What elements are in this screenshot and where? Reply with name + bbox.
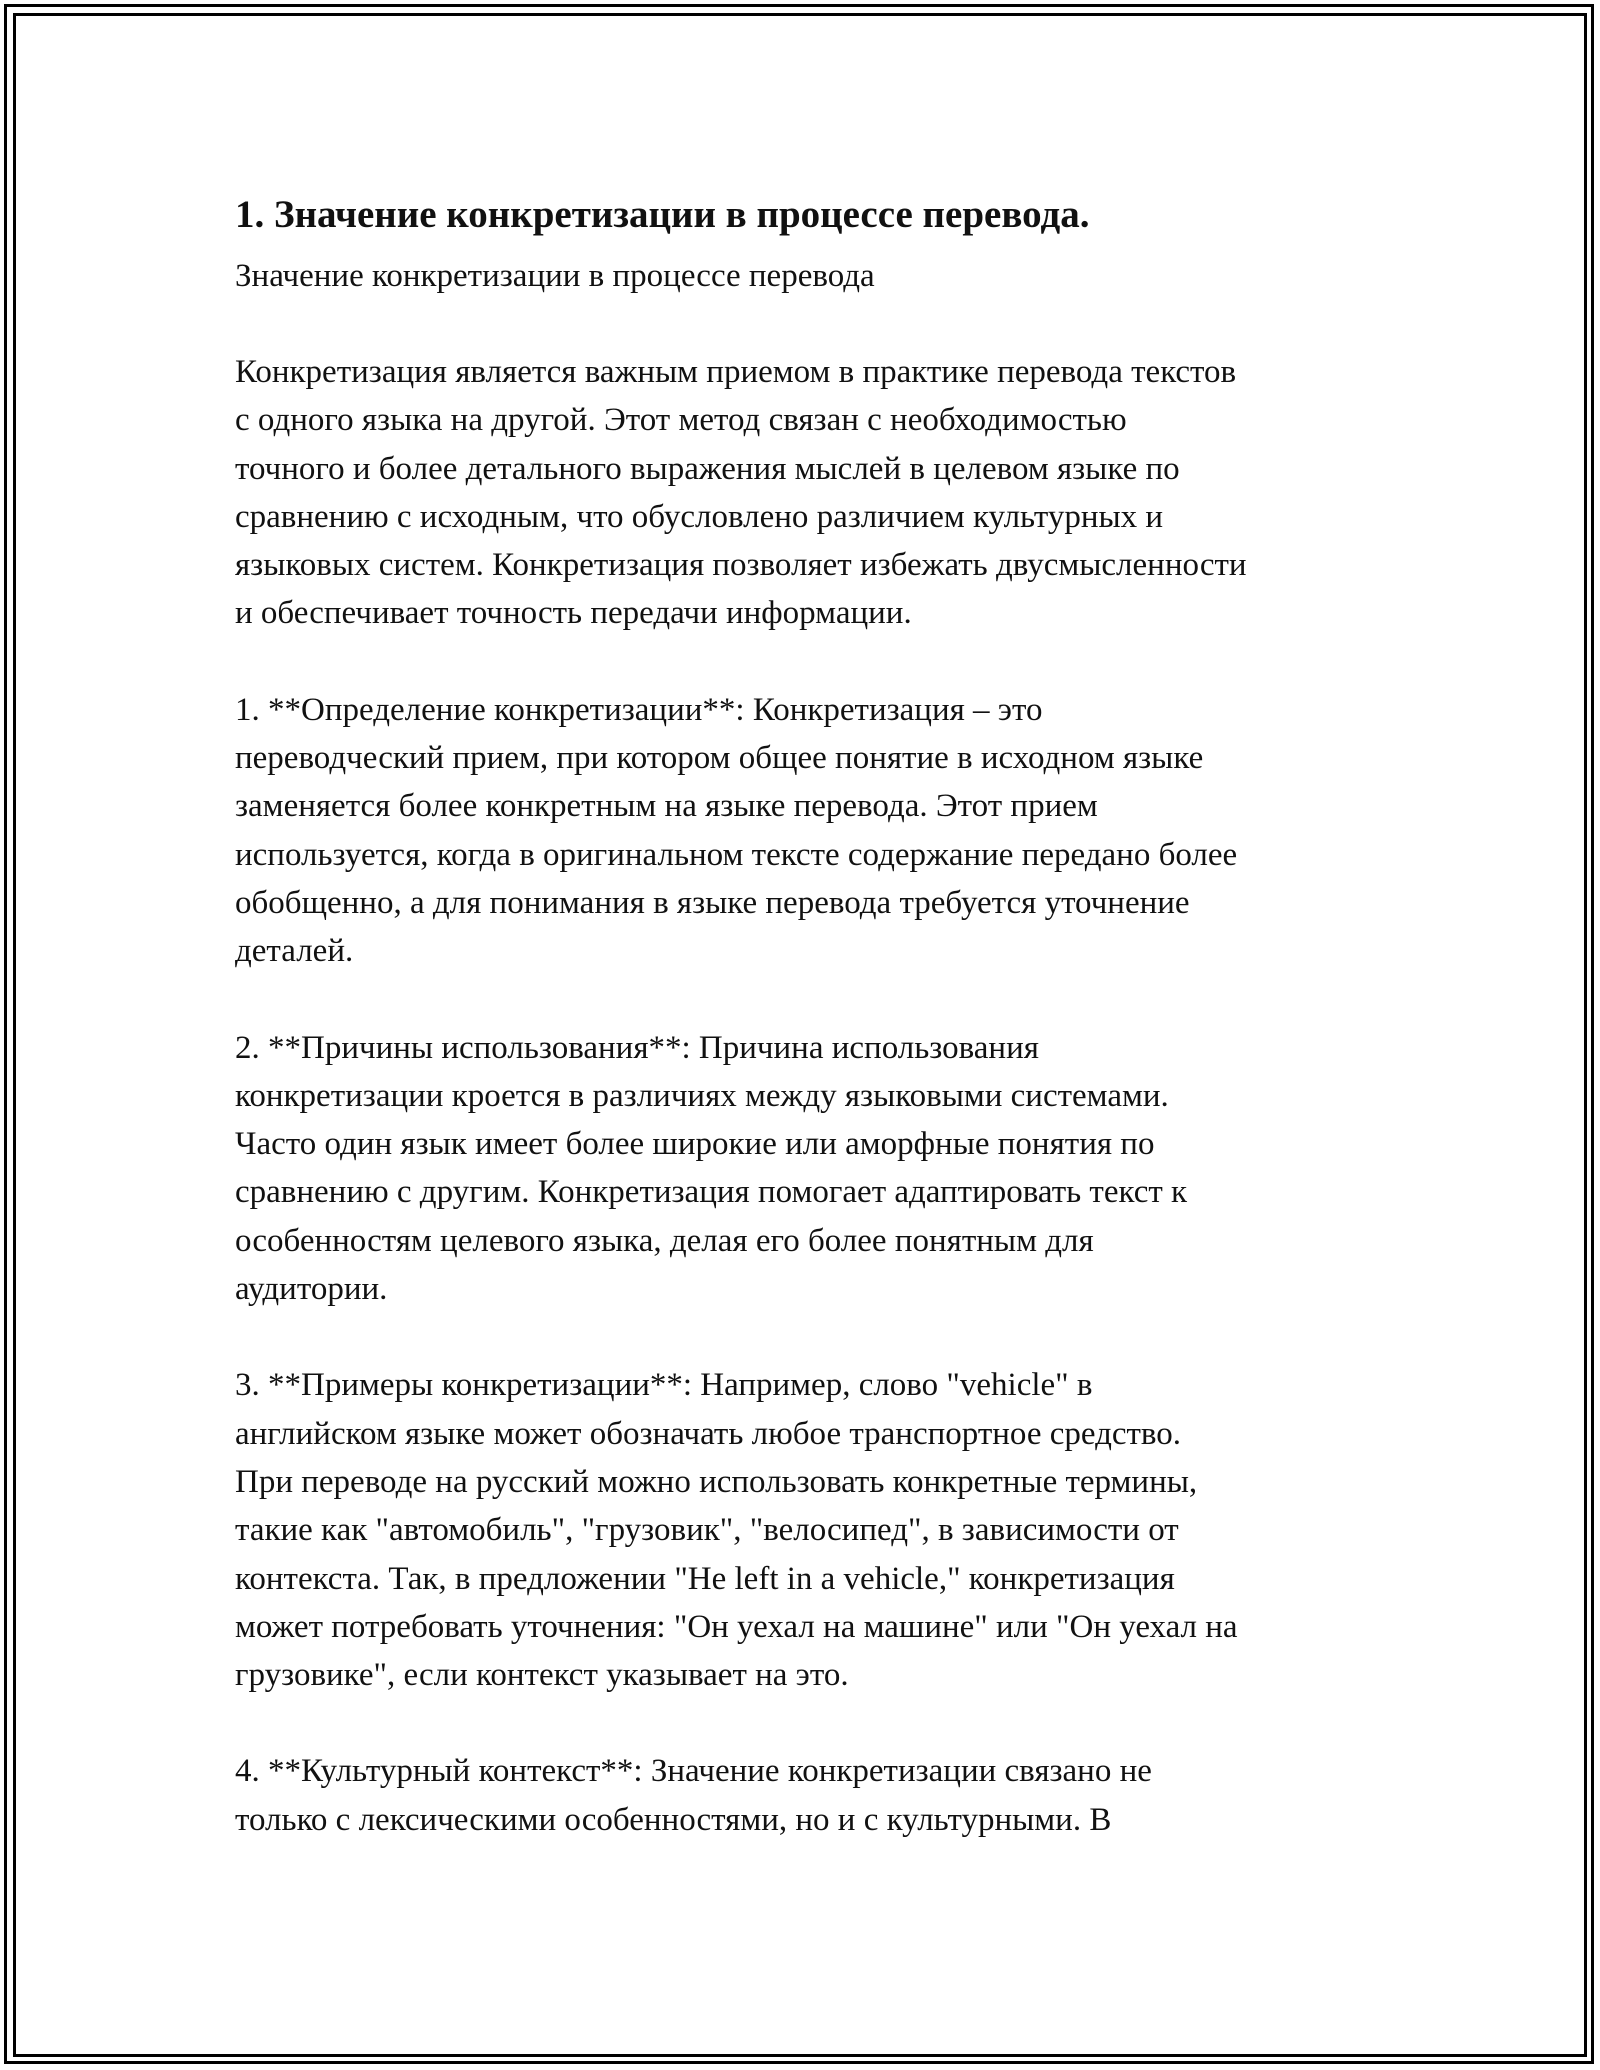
- intro-paragraph: Конкретизация является важным приемом в практике перевода текстов с одного языка на другой. Этот метод связан с необходимостью точного и более детального выражения мыслей в целевом языке по сравнению с исходным, что обусловлено различием культурных и языковых систем. Конкретизация позволяет избежать двусмысленности и обеспечивает точность передачи информации.: [235, 354, 1247, 632]
- paragraph-definition: 1. **Определение конкретизации**: Конкретизация – это переводческий прием, при котором общее понятие в исходном языке заменяется более конкретным на языке перевода. Этот прием используется, когда в оригинальном тексте содержание передано более обобщенно, а для понимания в языке перевода требуется уточнение деталей.: [235, 691, 1238, 970]
- document-subtitle: Значение конкретизации в процессе перевода: [235, 258, 875, 294]
- paragraph-cultural-context: 4. **Культурный контекст**: Значение конкретизации связано не только с лексическими особенностями, но и с культурными. В: [235, 1753, 1152, 1838]
- document-title: 1. Значение конкретизации в процессе перевода.: [235, 193, 1090, 236]
- document-body: [235, 188, 1385, 1844]
- paragraph-reasons: 2. **Причины использования**: Причина использования конкретизации кроется в различиях между языковыми системами. Часто один язык имеет более широкие или аморфные понятия по сравнению с другим. Конкретизация помогает адаптировать текст к особенностям целевого языка, делая его более понятным для аудитории.: [235, 1029, 1188, 1308]
- paragraph-examples: 3. **Примеры конкретизации**: Например, слово "vehicle" в английском языке может обозначать любое транспортное средство. При переводе на русский можно использовать конкретные термины, такие как "автомобиль", "грузовик", "велосипед", в зависимости от контекста. Так, в предложении "He left in a vehicle," конкретизация может потребовать уточнения: "Он уехал на машине" или "Он уехал на грузовике", если контекст указывает на это.: [235, 1367, 1238, 1694]
